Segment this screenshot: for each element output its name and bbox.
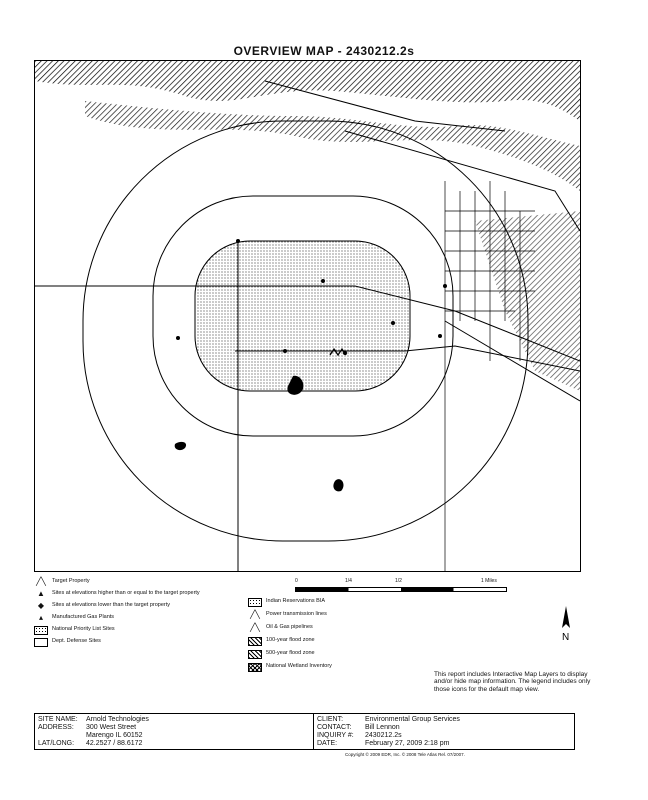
npl-dotted-area <box>195 241 410 391</box>
legend-label: Sites at elevations lower than the target property <box>52 602 171 608</box>
legend-item <box>34 614 254 623</box>
legend-item <box>248 624 408 633</box>
scale-bar <box>295 578 505 600</box>
map-title: OVERVIEW MAP - 2430212.2s <box>233 44 415 58</box>
date-label: DATE: <box>317 740 338 747</box>
flood-500-icon <box>248 650 262 659</box>
scale-tick: 1/2 <box>395 578 402 584</box>
scale-tick: 1 Miles <box>481 578 497 584</box>
contact-value: Bill Lennon <box>365 724 400 731</box>
legend-label: 100-year flood zone <box>266 637 315 643</box>
client-value: Environmental Group Services <box>365 716 460 723</box>
site-info-left <box>38 716 149 748</box>
legend-label: Dept. Defense Sites <box>52 638 101 644</box>
indian-reservation-icon <box>248 598 262 607</box>
address-line-1: 300 West Street <box>86 724 137 731</box>
legend-label: Target Property <box>52 578 90 584</box>
legend-label: National Priority List Sites <box>52 626 115 632</box>
svg-text:N: N <box>562 632 570 642</box>
pipeline-icon: ╱╲ <box>250 623 260 632</box>
legend-item <box>34 578 254 587</box>
inquiry-label: INQUIRY #: <box>317 732 354 739</box>
legend-item <box>248 598 408 607</box>
latlong-value: 42.2527 / 88.6172 <box>86 740 143 747</box>
flood-zone-band <box>85 101 580 191</box>
site-info-right <box>317 716 460 748</box>
legend-item <box>34 626 254 635</box>
pond <box>333 479 343 491</box>
scale-tick: 0 <box>295 578 298 584</box>
site-name-label: SITE NAME: <box>38 716 78 723</box>
client-label: CLIENT: <box>317 716 344 723</box>
pond <box>175 442 186 450</box>
inquiry-value: 2430212.2s <box>365 732 402 739</box>
contact-label: CONTACT: <box>317 724 352 731</box>
legend-item <box>34 638 254 647</box>
latlong-label: LAT/LONG: <box>38 740 75 747</box>
dept-defense-icon <box>34 638 48 647</box>
legend-item <box>248 637 408 646</box>
north-arrow-icon <box>556 606 576 642</box>
site-info-box <box>34 713 575 750</box>
scale-tick: 1/4 <box>345 578 352 584</box>
target-property-icon: ╱╲ <box>36 577 46 586</box>
legend-label: Oil & Gas pipelines <box>266 624 313 630</box>
address-label: ADDRESS: <box>38 724 74 731</box>
wetland-icon <box>248 663 262 672</box>
legend-label: Indian Reservations BIA <box>266 598 326 604</box>
site-name-value: Arnold Technologies <box>86 716 149 723</box>
interactive-layers-note: This report includes Interactive Map Layers to display and/or hide map information. The legend includes only those icons for the default map view. <box>434 671 591 693</box>
legend-label: Power transmission lines <box>266 611 327 617</box>
legend-label: Sites at elevations higher than or equal to the target property <box>52 590 200 596</box>
higher-elevation-icon: ▲ <box>37 589 45 598</box>
legend-item <box>248 611 408 620</box>
legend-sites <box>34 578 254 650</box>
gas-plant-icon: ▴ <box>38 613 43 622</box>
legend-label: Manufactured Gas Plants <box>52 614 115 620</box>
legend-item <box>34 602 254 611</box>
copyright-text: Copyright © 2009 EDR, Inc. © 2008 Tele Atlas Rel. 07/2007. <box>345 752 465 757</box>
overview-map[interactable] <box>34 60 581 572</box>
flood-100-icon <box>248 637 262 646</box>
date-value: February 27, 2009 2:18 pm <box>365 740 450 747</box>
power-line-icon: ╱╲ <box>250 610 260 619</box>
address-line-2: Marengo IL 60152 <box>86 732 143 739</box>
legend-item <box>248 663 408 672</box>
lower-elevation-icon: ◆ <box>37 601 45 610</box>
legend-item <box>248 650 408 659</box>
legend-item <box>34 590 254 599</box>
legend-label: National Wetland Inventory <box>266 663 332 669</box>
npl-icon <box>34 626 48 635</box>
map-canvas <box>35 61 580 571</box>
scale-track <box>295 587 507 592</box>
legend-features <box>248 598 408 676</box>
info-divider <box>313 714 314 749</box>
legend-label: 500-year flood zone <box>266 650 315 656</box>
